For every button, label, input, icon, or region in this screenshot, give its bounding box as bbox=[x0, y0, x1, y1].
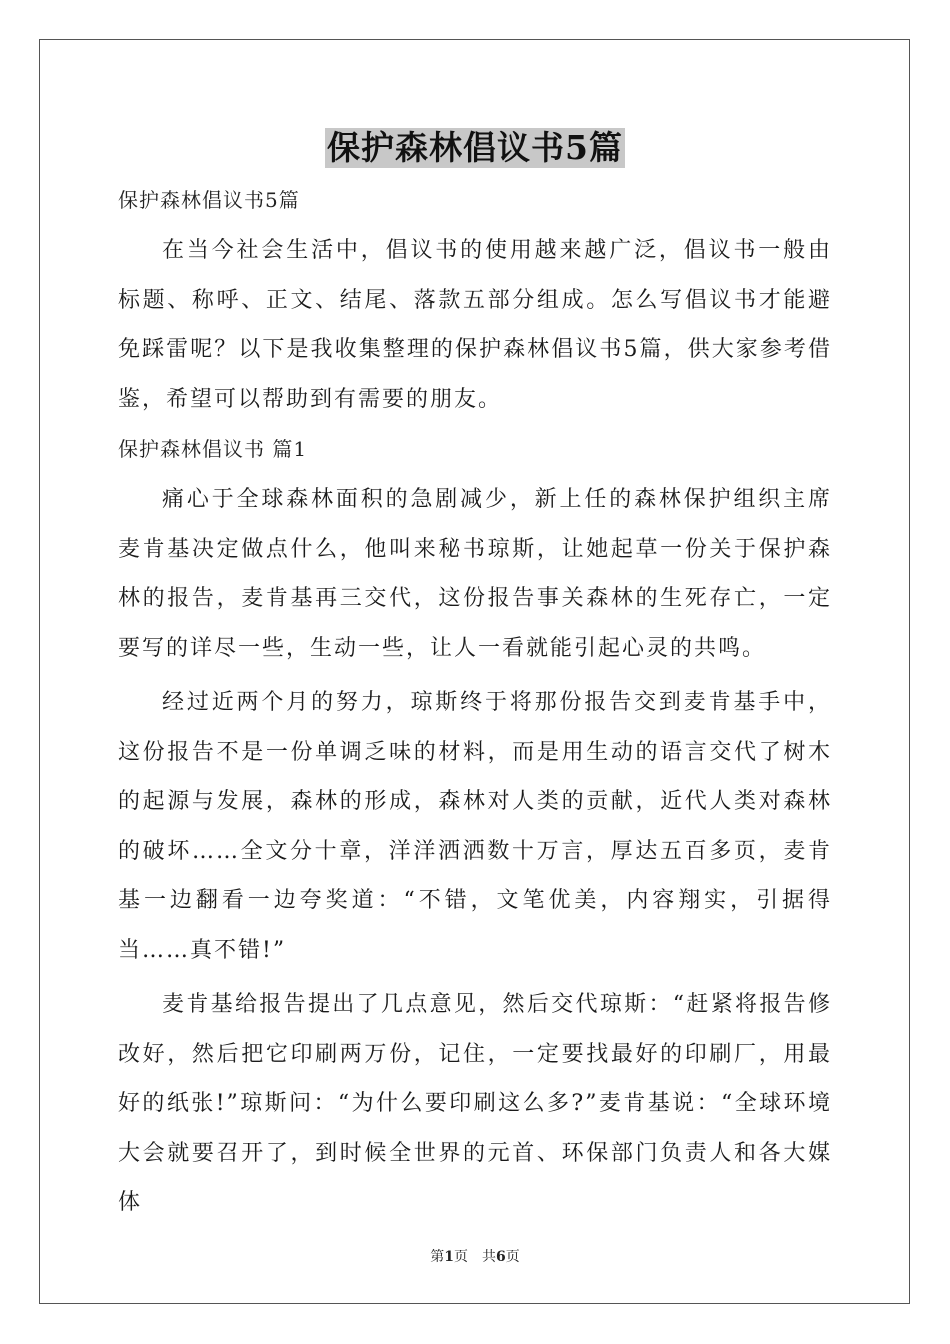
footer-prefix: 第 bbox=[430, 1249, 445, 1265]
footer-suffix: 页 bbox=[505, 1249, 520, 1265]
subtitle-line: 保护森林倡议书5篇 bbox=[118, 188, 300, 212]
intro-paragraph: 在当今社会生活中，倡议书的使用越来越广泛，倡议书一般由标题、称呼、正文、结尾、落款五部分组成。怎么写倡议书才能避免踩雷呢？以下是我收集整理的保护森林倡议书5篇，供大家参考借鉴，希望可以帮助到有需要的朋友。 bbox=[118, 238, 832, 412]
body-paragraph-3: 麦肯基给报告提出了几点意见，然后交代琼斯：“赶紧将报告修改好，然后把它印刷两万份，记住，一定要找最好的印刷厂，用最好的纸张!”琼斯问：“为什么要印刷这么多?”麦肯基说：“全球环境大会就要召开了，到时候全世界的元首、环保部门负责人和各大媒体 bbox=[118, 992, 832, 1215]
footer-mid: 页 共 bbox=[454, 1249, 496, 1265]
footer-page-current: 1 bbox=[444, 1249, 454, 1265]
page-footer bbox=[0, 1246, 950, 1266]
section-heading: 保护森林倡议书 篇1 bbox=[118, 437, 308, 461]
document-body bbox=[118, 180, 832, 1233]
footer-page-total: 6 bbox=[496, 1249, 506, 1265]
body-paragraph-2: 经过近两个月的努力，琼斯终于将那份报告交到麦肯基手中，这份报告不是一份单调乏味的材料，而是用生动的语言交代了树木的起源与发展，森林的形成，森林对人类的贡献，近代人类对森林的破坏……全文分十章，洋洋洒洒数十万言，厚达五百多页，麦肯基一边翻看一边夸奖道：“不错，文笔优美，内容翔实，引据得当……真不错!” bbox=[118, 690, 832, 963]
document-title: 保护森林倡议书5篇 bbox=[327, 128, 623, 167]
title-wrap bbox=[0, 128, 950, 168]
body-paragraph-1: 痛心于全球森林面积的急剧减少，新上任的森林保护组织主席麦肯基决定做点什么，他叫来秘书琼斯，让她起草一份关于保护森林的报告，麦肯基再三交代，这份报告事关森林的生死存亡，一定要写的详尽一些，生动一些，让人一看就能引起心灵的共鸣。 bbox=[118, 487, 832, 661]
